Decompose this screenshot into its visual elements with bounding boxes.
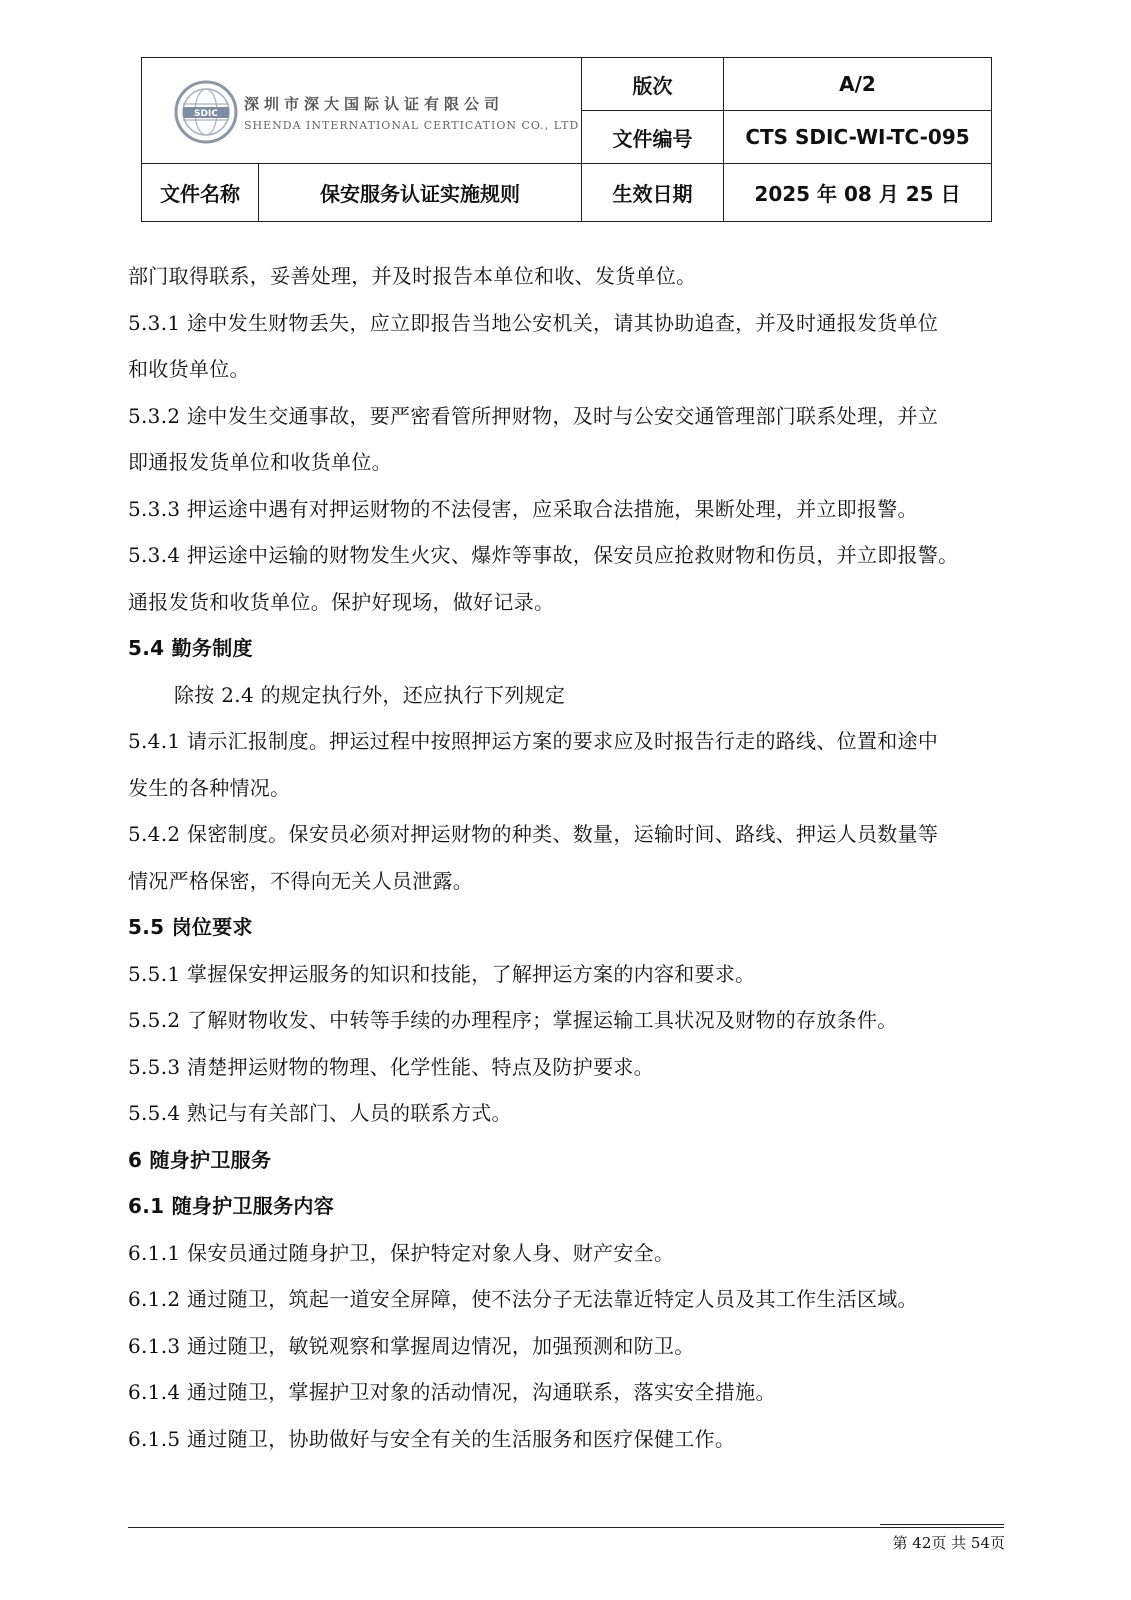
company-logo-icon [174,80,238,144]
body-line: 5.5.3 清楚押运财物的物理、化学性能、特点及防护要求。 [128,1054,654,1079]
body-line: 5.5.4 熟记与有关部门、人员的联系方式。 [128,1101,512,1125]
section-heading: 6 随身护卫服务 [128,1147,272,1172]
company-name-en: SHENDA INTERNATIONAL CERTICATION CO., LTD [244,118,580,132]
section-heading: 6.1 随身护卫服务内容 [128,1194,334,1218]
body-line: 5.4.2 保密制度。保安员必须对押运财物的种类、数量，运输时间、路线、押运人员数量等 [128,822,939,846]
footer-rule [128,1527,1004,1528]
body-line: 5.5.2 了解财物收发、中转等手续的办理程序；掌握运输工具状况及财物的存放条件。 [128,1008,898,1032]
document-body [128,253,1038,1462]
doc-name-value: 保安服务认证实施规则 [259,164,582,222]
body-line: 部门取得联系，妥善处理，并及时报告本单位和收、发货单位。 [128,264,697,288]
section-heading: 5.4 勤务制度 [128,636,253,660]
body-line: 6.1.1 保安员通过随身护卫，保护特定对象人身、财产安全。 [128,1240,675,1265]
body-line: 5.3.3 押运途中遇有对押运财物的不法侵害，应采取合法措施，果断处理，并立即报警。 [128,496,918,521]
body-line: 5.3.2 途中发生交通事故，要严密看管所押财物，及时与公安交通管理部门联系处理，并立 [128,403,939,428]
version-label: 版次 [582,58,724,111]
version-value: A/2 [724,58,992,111]
body-line: 5.3.1 途中发生财物丢失，应立即报告当地公安机关，请其协助追查，并及时通报发货单位 [128,310,939,335]
body-line: 情况严格保密，不得向无关人员泄露。 [128,868,474,893]
body-line: 5.3.4 押运途中运输的财物发生火灾、爆炸等事故，保安员应抢救财物和伤员，并立即报警。 [128,543,959,567]
body-line: 5.5.1 掌握保安押运服务的知识和技能，了解押运方案的内容和要求。 [128,961,756,986]
footer-rule-upper [880,1524,1004,1525]
body-line: 6.1.3 通过随卫，敏锐观察和掌握周边情况，加强预测和防卫。 [128,1333,695,1358]
effective-date-label: 生效日期 [582,164,724,222]
body-line: 6.1.5 通过随卫，协助做好与安全有关的生活服务和医疗保健工作。 [128,1426,736,1451]
body-line: 发生的各种情况。 [128,775,291,800]
body-line: 即通报发货单位和收货单位。 [128,450,392,474]
company-logo-cell [142,58,582,164]
section-heading: 5.5 岗位要求 [128,915,253,939]
document-header-table [141,57,992,222]
doc-name-label: 文件名称 [142,164,259,222]
company-name-cn: 深圳市深大国际认证有限公司 [244,94,505,113]
doc-number-value: CTS SDIC-WI-TC-095 [724,111,992,164]
body-line: 通报发货和收货单位。保护好现场，做好记录。 [128,589,555,614]
body-line: 5.4.1 请示汇报制度。押运过程中按照押运方案的要求应及时报告行走的路线、位置和途中 [128,729,939,753]
body-line: 6.1.4 通过随卫，掌握护卫对象的活动情况，沟通联系，落实安全措施。 [128,1380,776,1404]
body-line: 除按 2.4 的规定执行外，还应执行下列规定 [174,682,566,707]
doc-number-label: 文件编号 [582,111,724,164]
page-number: 第 42页 共 54页 [892,1534,1005,1552]
body-line: 和收货单位。 [128,357,250,381]
body-line: 6.1.2 通过随卫，筑起一道安全屏障，使不法分子无法靠近特定人员及其工作生活区域。 [128,1287,918,1311]
logo-text: SDIC [194,109,218,119]
effective-date-value: 2025 年 08 月 25 日 [724,164,992,222]
